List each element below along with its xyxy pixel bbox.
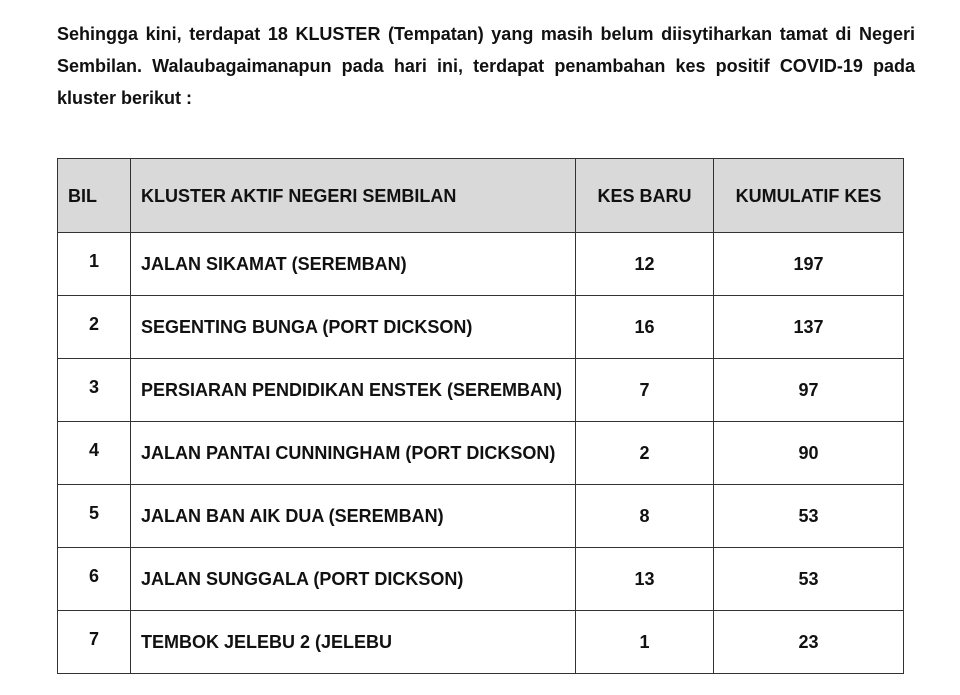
row-kluster: JALAN SIKAMAT (SEREMBAN) [131,233,576,296]
row-kes-baru: 8 [576,485,714,548]
row-kumulatif: 53 [714,548,904,611]
table-row [58,611,904,674]
row-kes-baru: 12 [576,233,714,296]
row-kluster: PERSIARAN PENDIDIKAN ENSTEK (SEREMBAN) [131,359,576,422]
table-row [58,548,904,611]
header-kumulatif: KUMULATIF KES [714,159,904,233]
cluster-table [57,158,904,674]
row-bil: 4 [58,422,131,485]
row-kes-baru: 13 [576,548,714,611]
row-kes-baru: 2 [576,422,714,485]
header-kluster: KLUSTER AKTIF NEGERI SEMBILAN [131,159,576,233]
row-kluster: JALAN BAN AIK DUA (SEREMBAN) [131,485,576,548]
row-kluster: JALAN PANTAI CUNNINGHAM (PORT DICKSON) [131,422,576,485]
row-kumulatif: 53 [714,485,904,548]
row-kumulatif: 23 [714,611,904,674]
row-bil: 7 [58,611,131,674]
row-kumulatif: 97 [714,359,904,422]
header-kes-baru: KES BARU [576,159,714,233]
row-kumulatif: 90 [714,422,904,485]
row-bil: 2 [58,296,131,359]
table-header-row [58,159,904,233]
row-kluster: JALAN SUNGGALA (PORT DICKSON) [131,548,576,611]
row-kluster: SEGENTING BUNGA (PORT DICKSON) [131,296,576,359]
row-kes-baru: 1 [576,611,714,674]
table-row [58,296,904,359]
row-kluster: TEMBOK JELEBU 2 (JELEBU [131,611,576,674]
header-bil: BIL [58,159,131,233]
row-bil: 6 [58,548,131,611]
row-kumulatif: 197 [714,233,904,296]
row-kumulatif: 137 [714,296,904,359]
table-row [58,233,904,296]
intro-paragraph: Sehingga kini, terdapat 18 KLUSTER (Tempatan) yang masih belum diisytiharkan tamat di Negeri Sembilan. Walaubagaimanapun pada hari ini, terdapat penambahan kes positif COVID-19 pada kluster berikut : [57,24,915,108]
row-kes-baru: 16 [576,296,714,359]
row-bil: 1 [58,233,131,296]
row-kes-baru: 7 [576,359,714,422]
row-bil: 3 [58,359,131,422]
row-bil: 5 [58,485,131,548]
table-row [58,485,904,548]
table-row [58,422,904,485]
table-row [58,359,904,422]
